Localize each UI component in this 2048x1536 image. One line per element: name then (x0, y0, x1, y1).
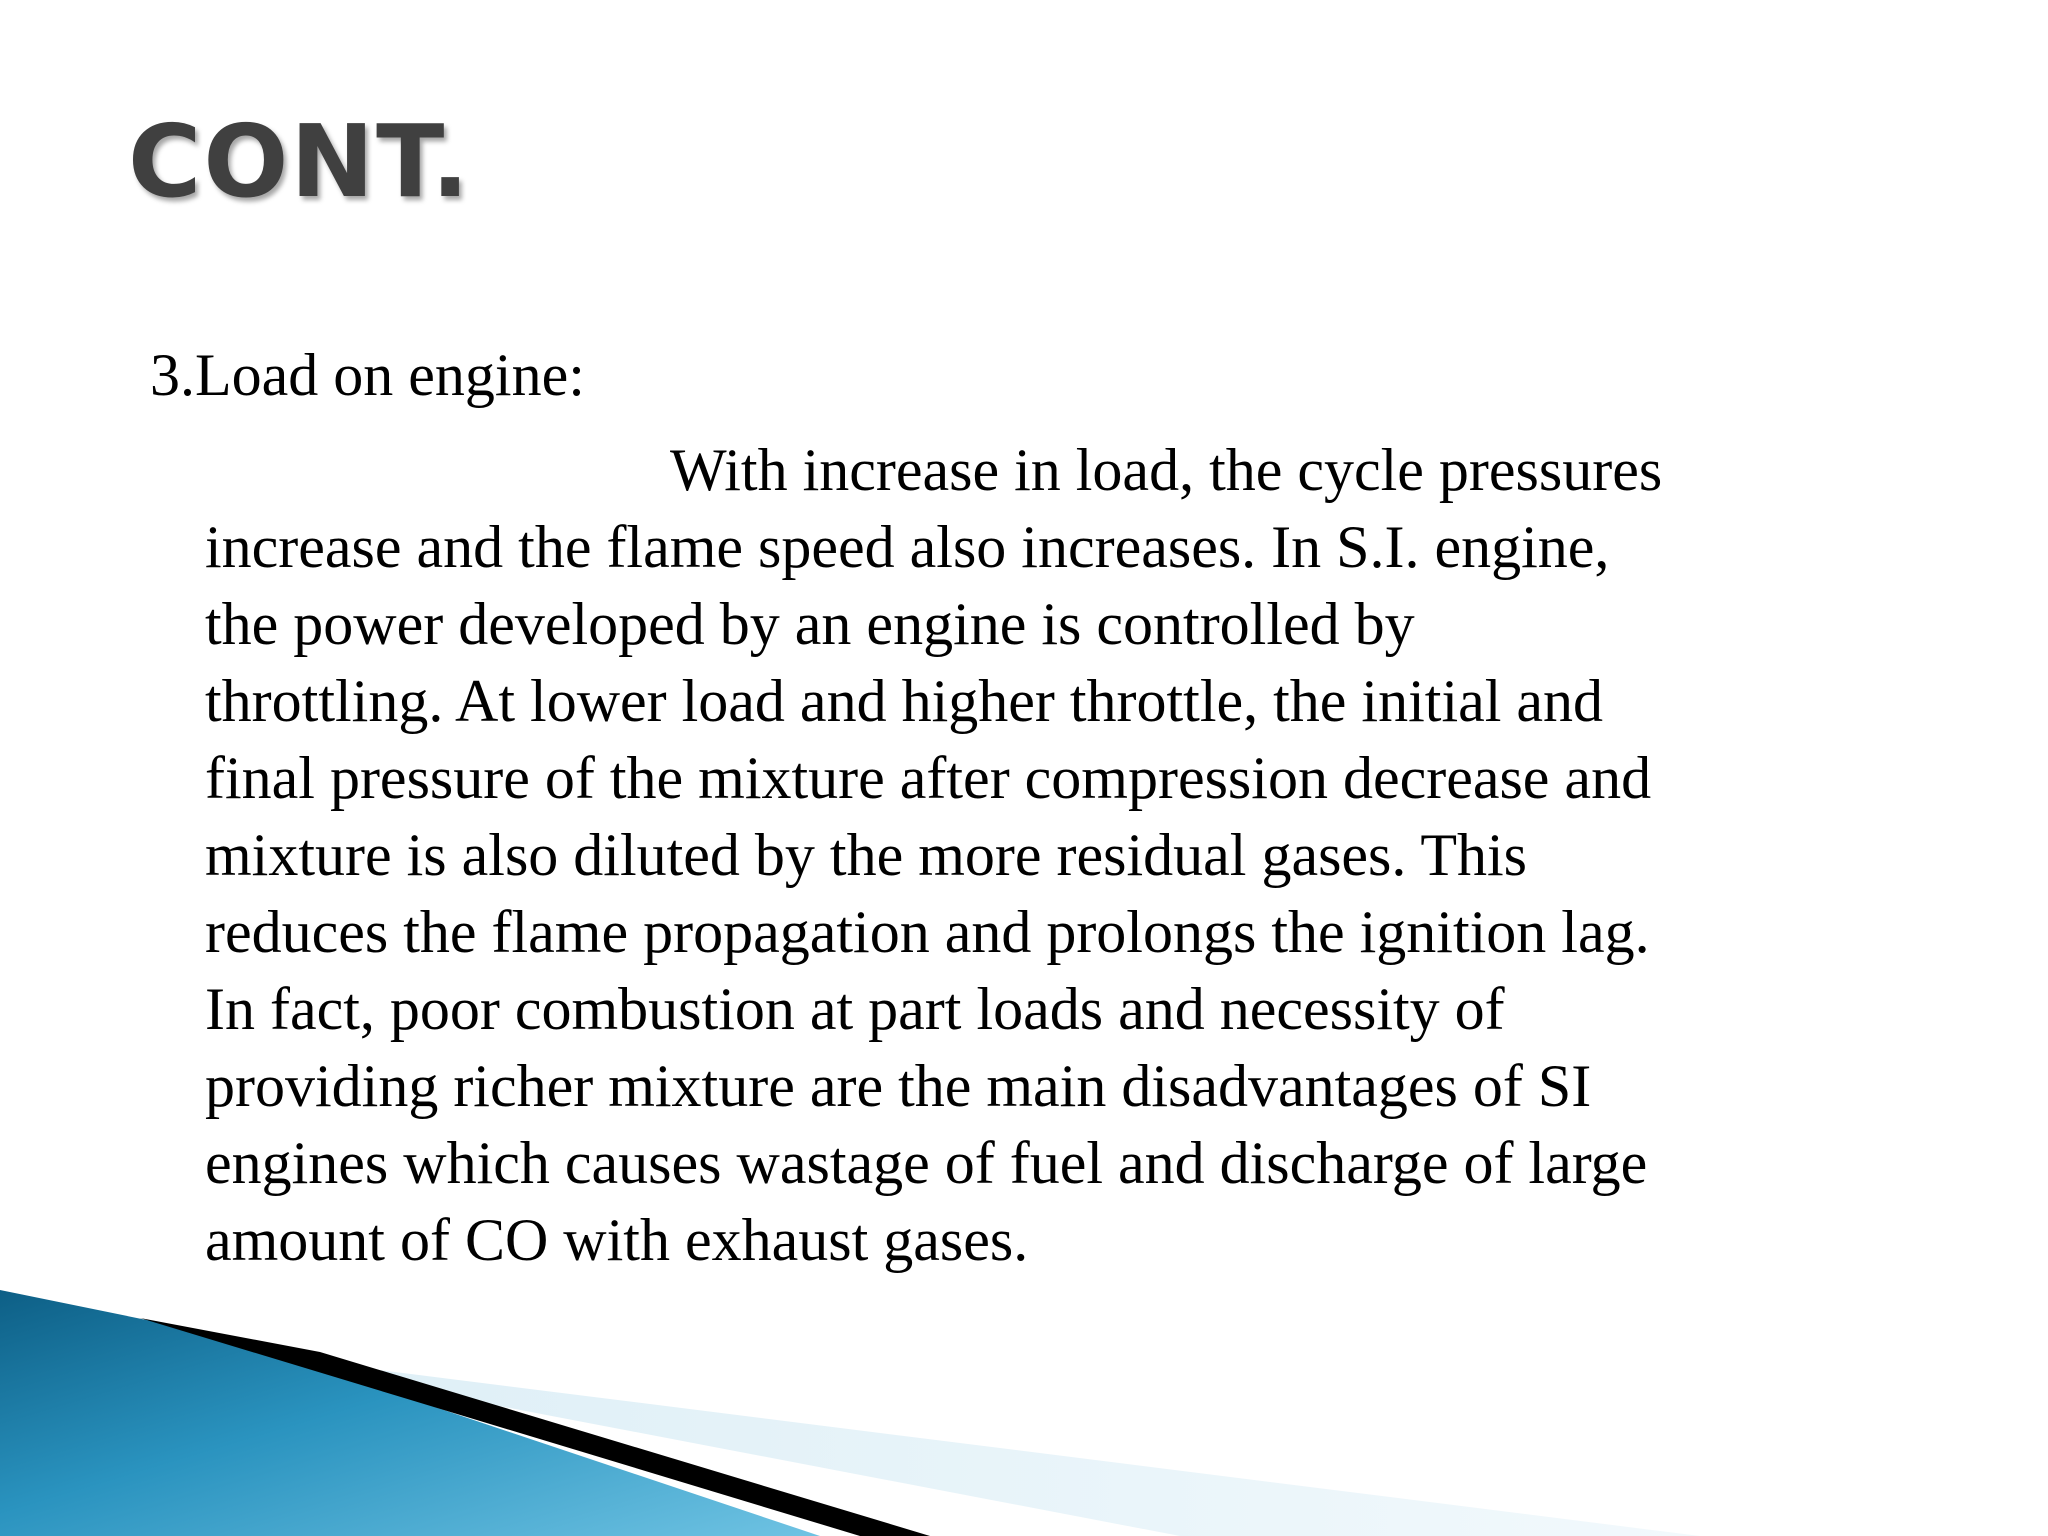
body-line: providing richer mixture are the main disadvantages of SI (205, 1053, 1592, 1119)
body-line: increase and the flame speed also increases. In S.I. engine, (205, 514, 1610, 580)
body-line: throttling. At lower load and higher throttle, the initial and (205, 668, 1604, 734)
body-line: the power developed by an engine is controlled by (205, 591, 1415, 657)
body-line: In fact, poor combustion at part loads and necessity of (205, 976, 1505, 1042)
body-paragraph (205, 432, 1975, 1279)
slide-title: CONT. (128, 103, 472, 220)
body-line: mixture is also diluted by the more residual gases. This (205, 822, 1527, 888)
body-line: final pressure of the mixture after compression decrease and (205, 745, 1652, 811)
section-heading: 3.Load on engine: (150, 342, 585, 408)
body-line: With increase in load, the cycle pressures (670, 437, 1663, 503)
body-line: amount of CO with exhaust gases. (205, 1207, 1029, 1273)
body-line: reduces the flame propagation and prolongs the ignition lag. (205, 899, 1650, 965)
body-line: engines which causes wastage of fuel and discharge of large (205, 1130, 1648, 1196)
